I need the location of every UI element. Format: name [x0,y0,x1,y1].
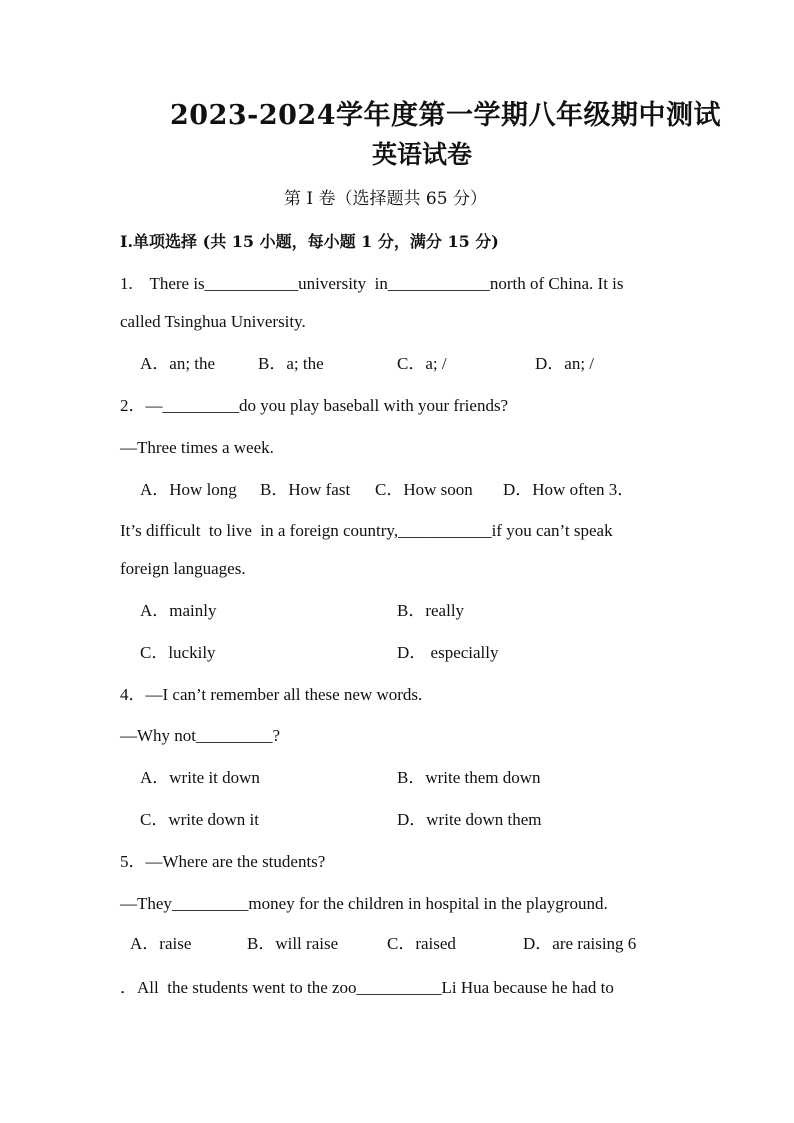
question-4-line-2: —Why not_________? [120,726,281,745]
question-2-option-a: A．How long [140,480,237,499]
question-1-option-b: B．a; the [258,354,324,373]
question-2-line-2: —Three times a week. [120,438,274,457]
question-6-line-1: ．All the students went to the zoo__________Li Hua because he had to [120,978,614,997]
exam-subtitle: 英语试卷 [372,140,473,169]
question-2-line-1: 2．—_________do you play baseball with your friends? [120,396,509,415]
question-5-option-b: B．will raise [247,934,339,953]
part-heading: 第 I 卷（选择题共 65 分） [284,189,487,209]
question-3-option-c: C．luckily [140,643,216,662]
question-5-option-c: C．raised [387,934,456,953]
question-2-option-b: B．How fast [260,480,351,499]
question-3-line-1: It’s difficult to live in a foreign country,___________if you can’t speak [120,521,613,540]
question-3-line-2: foreign languages. [120,559,246,578]
question-1-option-d: D．an; / [535,354,595,373]
question-2-option-d: D．How often 3． [503,480,635,499]
question-4-line-1: 4．—I can’t remember all these new words. [120,685,423,704]
question-5-option-d: D．are raising 6 [523,934,637,953]
question-4-option-b: B．write them down [397,768,541,787]
question-3-option-b: B．really [397,601,465,620]
question-1-line-2: called Tsinghua University. [120,312,306,331]
question-4-option-c: C．write down it [140,810,259,829]
question-1-line-1: 1. There is___________university in____________north of China. It is [120,274,624,293]
question-5-line-2: —They_________money for the children in hospital in the playground. [120,894,608,913]
section-heading: I.单项选择 (共 15 小题，每小题 1 分，满分 15 分) [120,232,499,251]
question-1-option-a: A．an; the [140,354,216,373]
question-4-option-d: D．write down them [397,810,542,829]
question-2-option-c: C．How soon [375,480,473,499]
question-4-option-a: A．write it down [140,768,260,787]
question-5-line-1: 5．—Where are the students? [120,852,326,871]
question-5-option-a: A．raise [130,934,192,953]
question-3-option-d: D． especially [397,643,499,662]
question-3-option-a: A．mainly [140,601,217,620]
exam-title: 2023-2024学年度第一学期八年级期中测试 [170,100,721,131]
question-1-option-c: C．a; / [397,354,447,373]
